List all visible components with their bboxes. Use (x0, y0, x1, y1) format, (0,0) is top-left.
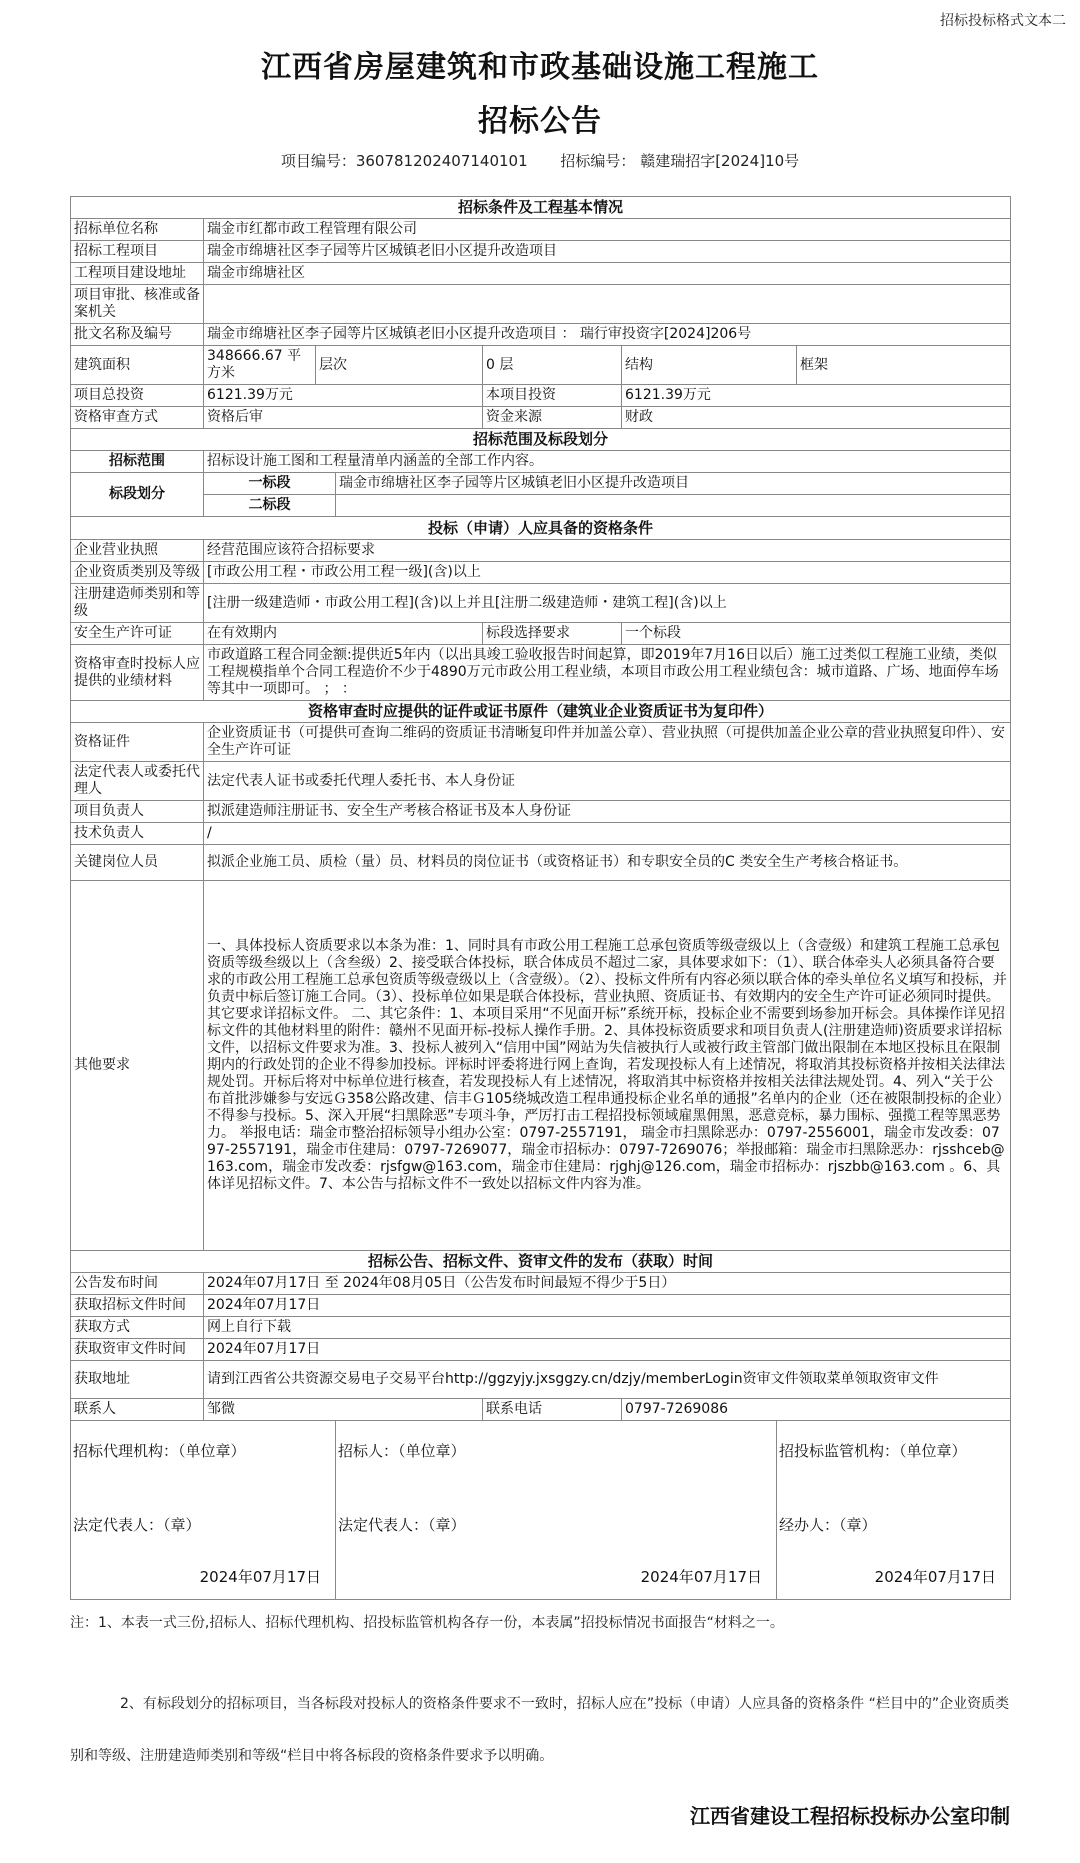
field-label: 批文名称及编号 (71, 324, 204, 346)
field-label: 关键岗位人员 (71, 845, 204, 881)
performance-value: 市政道路工程合同金额:提供近5年内（以出具竣工验收报告时间起算，即2019年7月16日以后）施工过类似工程施工业绩，类似工程规模指单个合同工程造价不少于4890万元市政公用工程业绩，本项目市政公用工程业绩包含：城市道路、广场、地面停车场等其中一项即可。 ； ： (204, 645, 1011, 701)
section-heading-scope: 招标范围及标段划分 (71, 429, 1011, 451)
notice-time-value: 2024年07月17日 至 2024年08月05日（公告发布时间最短不得少于5日） (204, 1273, 1011, 1295)
supervisor-signature-cell (777, 1421, 1011, 1600)
project-manager-value: 拟派建造师注册证书、安全生产考核合格证书及本人身份证 (204, 801, 1011, 823)
section-heading-documents: 资格审查时应提供的证件或证书原件（建筑业企业资质证书为复印件） (71, 701, 1011, 723)
field-label: 招标工程项目 (71, 241, 204, 263)
section-heading-basic: 招标条件及工程基本情况 (71, 197, 1011, 219)
document-title: 江西省房屋建筑和市政基础设施工程施工 (261, 50, 819, 85)
field-label: 招标范围 (71, 451, 204, 473)
format-note: 招标投标格式文本二 (940, 13, 1066, 29)
lot1-value: 瑞金市绵塘社区李子园等片区城镇老旧小区提升改造项目 (336, 473, 1011, 495)
field-label: 注册建造师类别和等级 (71, 584, 204, 623)
engineer-value: [注册一级建造师・市政公用工程](含)以上并且[注册二级建造师・建筑工程](含)以上 (204, 584, 1011, 623)
field-label: 法定代表人或委托代理人 (71, 762, 204, 801)
tenderee-date: 2024年07月17日 (640, 1568, 762, 1586)
safety-license-value: 在有效期内 (204, 623, 483, 645)
field-label: 工程项目建设地址 (71, 263, 204, 285)
supervisor-seal-label: 招投标监管机构：（单位章） (779, 1442, 967, 1460)
tenderee-signature-cell (336, 1421, 777, 1600)
lot1-label: 一标段 (204, 473, 336, 495)
field-label: 联系人 (71, 1399, 204, 1421)
field-label: 获取招标文件时间 (71, 1295, 204, 1317)
note-2: 2、有标段划分的招标项目，当各标段对投标人的资格条件要求不一致时，招标人应在”投标（申请）人应具备的资格条件 “栏目中的”企业资质类别和等级、注册建造师类别和等级“栏目中将各标段的资格条件要求予以明确。 (70, 1696, 1010, 1764)
technical-lead-value: / (204, 823, 1011, 845)
address-value: 请到江西省公共资源交易电子交易平台http://ggzyjy.jxsggzy.cn/dzjy/memberLogin资审文件领取菜单领取资审文件 (204, 1361, 1011, 1399)
field-label: 企业营业执照 (71, 540, 204, 562)
supervisor-date: 2024年07月17日 (874, 1568, 997, 1586)
license-value: 经营范围应该符合招标要求 (204, 540, 1011, 562)
printer-footer: 江西省建设工程招标投标办公室印制 (690, 1804, 1010, 1828)
field-label: 安全生产许可证 (71, 623, 204, 645)
key-personnel-value: 拟派企业施工员、质检（量）员、材料员的岗位证书（或资格证书）和专职安全员的C 类安全生产考核合格证书。 (204, 845, 1011, 881)
field-label: 本项目投资 (483, 385, 622, 407)
method-value: 网上自行下载 (204, 1317, 1011, 1339)
supervisor-rep-label: 经办人：（章） (779, 1516, 877, 1534)
field-label: 企业资质类别及等级 (71, 562, 204, 584)
field-label: 资格审查时投标人应提供的业绩材料 (71, 645, 204, 701)
field-label: 其他要求 (71, 881, 204, 1251)
field-label: 公告发布时间 (71, 1273, 204, 1295)
field-label: 获取方式 (71, 1317, 204, 1339)
review-method-value: 资格后审 (204, 407, 483, 429)
field-label: 项目总投资 (71, 385, 204, 407)
approval-doc-value: 瑞金市绵塘社区李子园等片区城镇老旧小区提升改造项目 ： 瑞行审投资字[2024]206号 (204, 324, 1011, 346)
tender-table (70, 196, 1011, 1600)
legal-rep-value: 法定代表人证书或委托代理人委托书、本人身份证 (204, 762, 1011, 801)
area-value: 348666.67 平方米 (204, 346, 316, 385)
lot2-value (336, 495, 1011, 517)
field-label: 技术负责人 (71, 823, 204, 845)
tenderee-rep-label: 法定代表人：（章） (338, 1516, 466, 1534)
section-heading-qualification: 投标（申请）人应具备的资格条件 (71, 517, 1011, 540)
structure-value: 框架 (797, 346, 1011, 385)
scope-value: 招标设计施工图和工程量清单内涵盖的全部工作内容。 (204, 451, 1011, 473)
field-label: 获取资审文件时间 (71, 1339, 204, 1361)
fund-source-value: 财政 (622, 407, 1011, 429)
field-label: 结构 (622, 346, 797, 385)
field-label: 联系电话 (483, 1399, 622, 1421)
approval-org-value (204, 285, 1011, 324)
certificates-value: 企业资质证书（可提供可查询二维码的资质证书清晰复印件并加盖公章）、营业执照（可提供加盖企业公章的营业执照复印件）、安全生产许可证 (204, 723, 1011, 762)
code-line (0, 150, 1080, 171)
total-investment-value: 6121.39万元 (204, 385, 483, 407)
note-1: 注：1、本表一式三份,招标人、招标代理机构、招投标监管机构各存一份，本表属”招投标情况书面报告“材料之一。 (70, 1615, 784, 1631)
field-label: 招标单位名称 (71, 219, 204, 241)
field-label: 标段划分 (71, 473, 204, 517)
other-requirements-value: 一、具体投标人资质要求以本条为准：1、同时具有市政公用工程施工总承包资质等级壹级以上（含壹级）和建筑工程施工总承包资质等级叁级以上（含叁级）2、接受联合体投标，联合体成员不超过二家，具体要求如下：（1）、联合体牵头人必须具备符合要求的市政公用工程施工总承包资质等级壹级以上（含壹级）。（2）、投标文件所有内容必须以联合体的牵头单位名义填写和投标，并负责中标后签订施工合同。（3）、投标单位如果是联合体投标，营业执照、资质证书、有效期内的安全生产许可证必须同时提供。 其它要求详招标文件。 二、其它条件：1、本项目采用“不见面开标”系统开标，投标企业不需要到场参加开标会。具体操作详见招标文件的其他材料里的附件：赣州不见面开标-投标人操作手册。2、具体投标资质要求和项目负责人(注册建造师)资质要求详招标文件，以招标文件要求为准。3、投标人被列入“信用中国”网站为失信被执行人或被行政主管部门做出限制在本地区投标且在限制期内的行政处罚的企业不得参加投标。评标时评委将进行网上查询，若发现投标人有上述情况，将取消其投标资格并按相关法律法规处罚。开标后将对中标单位进行核查，若发现投标人有上述情况，将取消其中标资格并按相关法律法规处罚。4、列入“关于公布首批涉嫌参与安远Ｇ358公路改建、信丰Ｇ105绕城改造工程串通投标企业名单的通报”名单内的企业（还在被限制投标的企业）不得参与投标。5、深入开展“扫黑除恶”专项斗争，严厉打击工程招投标领域雇黑佣黑，恶意竞标，暴力围标、强揽工程等黑恶势力。 举报电话：瑞金市整治招标领导小组办公室：0797-2557191， 瑞金市扫黑除恶办：0797-2556001，瑞金市发改委：0797-2557191，瑞金市住建局：0797-7269077，瑞金市招标办：0797-7269076；举报邮箱：瑞金市扫黑除恶办：rjsshceb@163.com，瑞金市发改委：rjsfgw@163.com，瑞金市住建局：rjghj@126.com，瑞金市招标办：rjszbb@163.com 。6、具体详见招标文件。7、本公告与招标文件不一致处以招标文件内容为准。 (204, 881, 1011, 1251)
field-label: 层次 (316, 346, 483, 385)
tenderee-value: 瑞金市红都市政工程管理有限公司 (204, 219, 1011, 241)
lot2-label: 二标段 (204, 495, 336, 517)
field-label: 建筑面积 (71, 346, 204, 385)
field-label: 获取地址 (71, 1361, 204, 1399)
qualification-value: [市政公用工程・市政公用工程一级](含)以上 (204, 562, 1011, 584)
field-label: 项目负责人 (71, 801, 204, 823)
agent-rep-label: 法定代表人：（章） (73, 1516, 201, 1534)
contact-value: 邹微 (204, 1399, 483, 1421)
field-label: 项目审批、核准或备案机关 (71, 285, 204, 324)
agent-signature-cell (71, 1421, 336, 1600)
field-label: 标段选择要求 (483, 623, 622, 645)
tenderee-seal-label: 招标人：（单位章） (338, 1442, 466, 1460)
floors-value: 0 层 (483, 346, 622, 385)
field-label: 资格证件 (71, 723, 204, 762)
this-investment-value: 6121.39万元 (622, 385, 1011, 407)
section-heading-release: 招标公告、招标文件、资审文件的发布（获取）时间 (71, 1251, 1011, 1273)
document-subtitle: 招标公告 (478, 104, 602, 139)
project-code: 项目编号：360781202407140101 (280, 152, 528, 170)
agent-date: 2024年07月17日 (199, 1568, 321, 1586)
tender-code: 招标编号： 赣建瑞招字[2024]10号 (560, 152, 800, 170)
prequal-time-value: 2024年07月17日 (204, 1339, 1011, 1361)
lot-selection-value: 一个标段 (622, 623, 1011, 645)
agent-seal-label: 招标代理机构：（单位章） (73, 1442, 246, 1460)
field-label: 资格审查方式 (71, 407, 204, 429)
phone-value: 0797-7269086 (622, 1399, 1011, 1421)
project-value: 瑞金市绵塘社区李子园等片区城镇老旧小区提升改造项目 (204, 241, 1011, 263)
site-value: 瑞金市绵塘社区 (204, 263, 1011, 285)
doc-time-value: 2024年07月17日 (204, 1295, 1011, 1317)
field-label: 资金来源 (483, 407, 622, 429)
